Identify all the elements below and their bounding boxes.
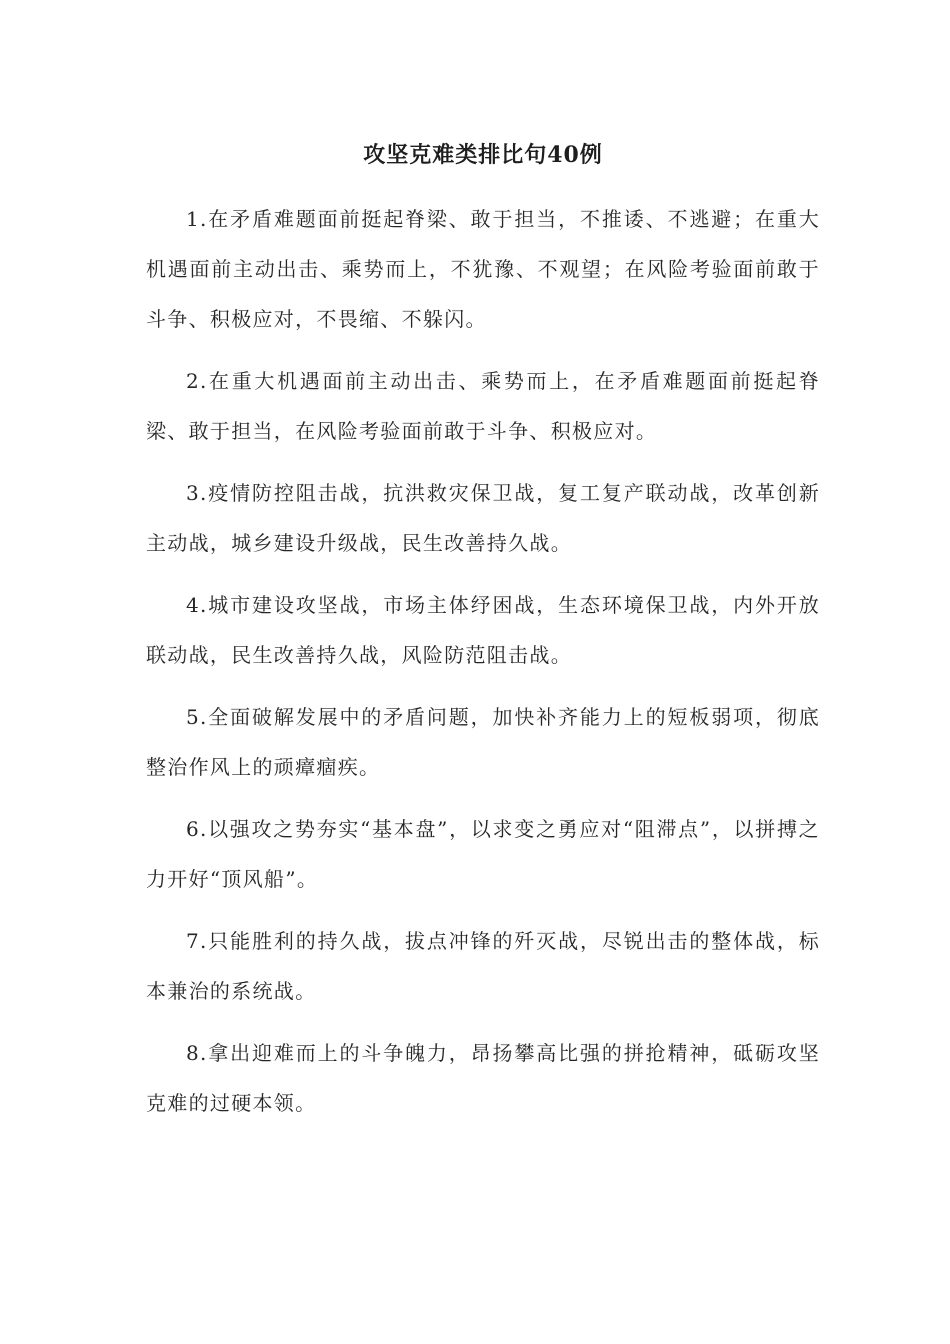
paragraph-8: 8.拿出迎难而上的斗争魄力，昂扬攀高比强的拼抢精神，砥砺攻坚克难的过硬本领。	[146, 1041, 820, 1115]
paragraph-3: 3.疫情防控阻击战，抗洪救灾保卫战，复工复产联动战，改革创新主动战，城乡建设升级战，民生改善持久战。	[146, 481, 820, 555]
paragraph-4: 4.城市建设攻坚战，市场主体纾困战，生态环境保卫战，内外开放联动战，民生改善持久战，风险防范阻击战。	[146, 593, 820, 667]
document-title: 攻坚克难类排比句40例	[363, 142, 603, 168]
paragraph-7: 7.只能胜利的持久战，拔点冲锋的歼灭战，尽锐出击的整体战，标本兼治的系统战。	[146, 929, 820, 1003]
paragraph-6: 6.以强攻之势夯实“基本盘”，以求变之勇应对“阻滞点”，以拼搏之力开好“顶风船”。	[146, 817, 820, 891]
paragraph-2: 2.在重大机遇面前主动出击、乘势而上，在矛盾难题面前挺起脊梁、敢于担当，在风险考验面前敢于斗争、积极应对。	[146, 369, 820, 443]
paragraph-5: 5.全面破解发展中的矛盾问题，加快补齐能力上的短板弱项，彻底整治作风上的顽瘴痼疾。	[146, 705, 820, 779]
paragraph-1: 1.在矛盾难题面前挺起脊梁、敢于担当，不推诿、不逃避；在重大机遇面前主动出击、乘势而上，不犹豫、不观望；在风险考验面前敢于斗争、积极应对，不畏缩、不躲闪。	[146, 207, 820, 331]
